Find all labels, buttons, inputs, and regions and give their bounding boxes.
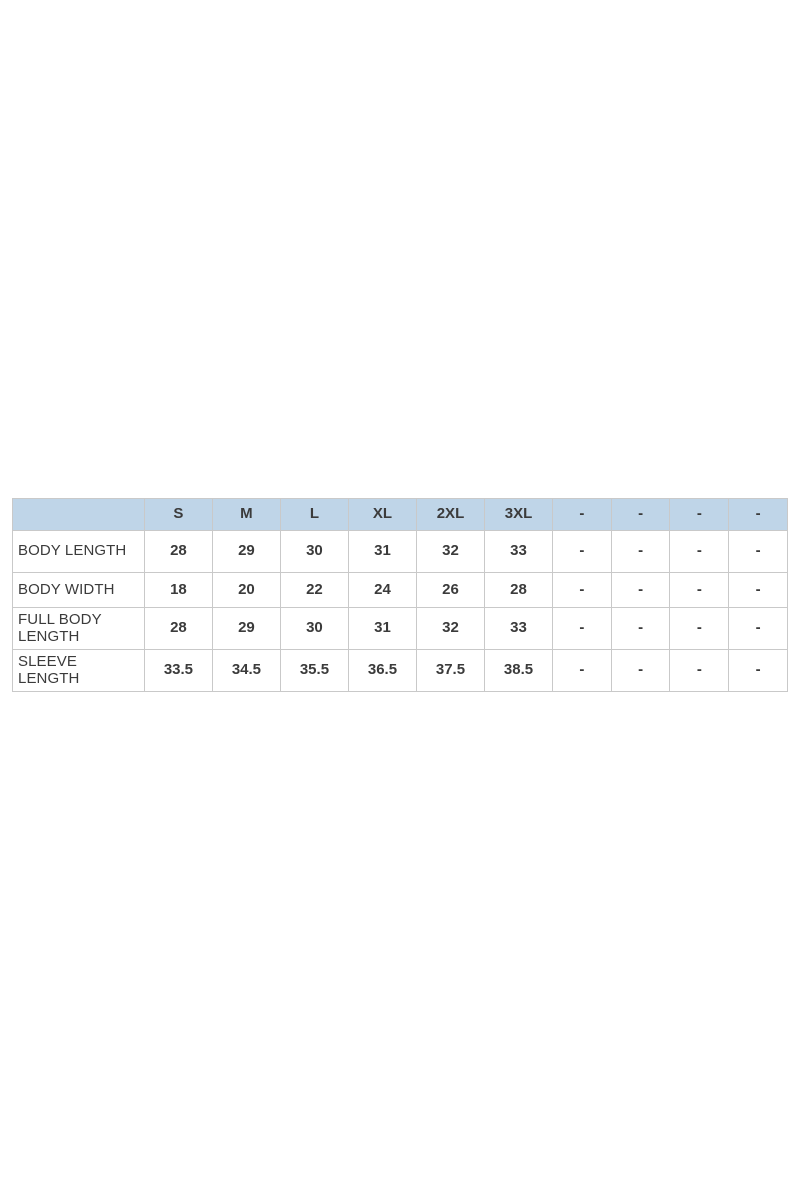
header-cell-s: S [144, 499, 212, 531]
table-body [13, 531, 788, 692]
header-row [13, 499, 788, 531]
table-row [13, 650, 788, 692]
cell-full-body-length-3xl: 33 [484, 608, 552, 650]
cell-full-body-length-empty-4: - [729, 608, 788, 650]
table-row [13, 608, 788, 650]
row-label-body-width: BODY WIDTH [13, 573, 145, 608]
cell-body-width-2xl: 26 [416, 573, 484, 608]
cell-body-width-3xl: 28 [484, 573, 552, 608]
header-cell-empty-1: - [553, 499, 612, 531]
row-label-sleeve-length: SLEEVE LENGTH [13, 650, 145, 692]
cell-sleeve-length-empty-2: - [611, 650, 670, 692]
cell-body-width-empty-2: - [611, 573, 670, 608]
table-header [13, 499, 788, 531]
cell-body-length-empty-4: - [729, 531, 788, 573]
header-cell-3xl: 3XL [484, 499, 552, 531]
header-cell-2xl: 2XL [416, 499, 484, 531]
header-cell-empty-4: - [729, 499, 788, 531]
header-cell-xl: XL [348, 499, 416, 531]
row-label-full-body-length: FULL BODY LENGTH [13, 608, 145, 650]
cell-body-length-2xl: 32 [416, 531, 484, 573]
cell-full-body-length-empty-2: - [611, 608, 670, 650]
cell-body-length-xl: 31 [348, 531, 416, 573]
table-row [13, 531, 788, 573]
size-chart-table [12, 498, 788, 692]
cell-body-length-s: 28 [144, 531, 212, 573]
cell-body-width-empty-1: - [553, 573, 612, 608]
header-cell-m: M [212, 499, 280, 531]
cell-full-body-length-empty-1: - [553, 608, 612, 650]
size-chart-container [12, 498, 788, 692]
cell-body-length-m: 29 [212, 531, 280, 573]
cell-body-width-l: 22 [280, 573, 348, 608]
cell-body-length-l: 30 [280, 531, 348, 573]
cell-sleeve-length-s: 33.5 [144, 650, 212, 692]
header-cell-l: L [280, 499, 348, 531]
cell-full-body-length-m: 29 [212, 608, 280, 650]
cell-body-length-empty-1: - [553, 531, 612, 573]
cell-sleeve-length-empty-4: - [729, 650, 788, 692]
cell-body-length-empty-2: - [611, 531, 670, 573]
cell-full-body-length-empty-3: - [670, 608, 729, 650]
cell-body-width-empty-4: - [729, 573, 788, 608]
header-cell-empty-2: - [611, 499, 670, 531]
cell-body-length-empty-3: - [670, 531, 729, 573]
row-label-body-length: BODY LENGTH [13, 531, 145, 573]
cell-sleeve-length-m: 34.5 [212, 650, 280, 692]
cell-full-body-length-l: 30 [280, 608, 348, 650]
cell-body-width-xl: 24 [348, 573, 416, 608]
cell-sleeve-length-3xl: 38.5 [484, 650, 552, 692]
cell-body-width-empty-3: - [670, 573, 729, 608]
cell-sleeve-length-empty-3: - [670, 650, 729, 692]
cell-full-body-length-s: 28 [144, 608, 212, 650]
cell-body-width-m: 20 [212, 573, 280, 608]
cell-sleeve-length-2xl: 37.5 [416, 650, 484, 692]
cell-full-body-length-2xl: 32 [416, 608, 484, 650]
cell-full-body-length-xl: 31 [348, 608, 416, 650]
cell-body-length-3xl: 33 [484, 531, 552, 573]
table-row [13, 573, 788, 608]
cell-sleeve-length-empty-1: - [553, 650, 612, 692]
cell-sleeve-length-xl: 36.5 [348, 650, 416, 692]
header-cell-corner [13, 499, 145, 531]
cell-sleeve-length-l: 35.5 [280, 650, 348, 692]
header-cell-empty-3: - [670, 499, 729, 531]
cell-body-width-s: 18 [144, 573, 212, 608]
